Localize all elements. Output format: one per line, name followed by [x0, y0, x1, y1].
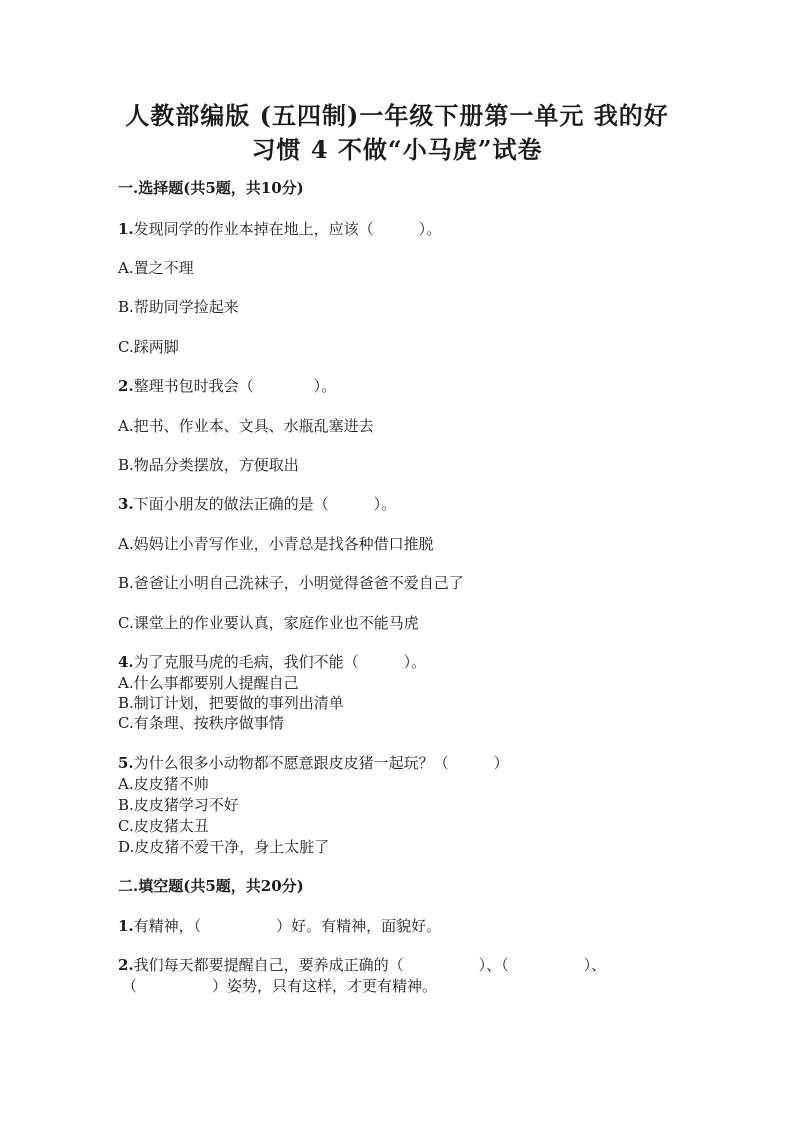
question-stem: 下面小朋友的做法正确的是（ ）。 — [133, 495, 397, 513]
option-4c: C.有条理、按秩序做事情 — [118, 714, 284, 732]
option-4b: B.制订计划，把要做的事列出清单 — [118, 694, 344, 712]
option-3c: C.课堂上的作业要认真，家庭作业也不能马虎 — [118, 614, 419, 632]
question-stem: 发现同学的作业本掉在地上，应该（ ）。 — [133, 220, 442, 238]
option-3b: B.爸爸让小明自己洗袜子，小明觉得爸爸不爱自己了 — [118, 574, 464, 592]
question-2 — [118, 375, 336, 396]
question-stem: 有精神，（ ）好。有精神，面貌好。 — [133, 917, 442, 935]
question-stem: 我们每天都要提醒自己，要养成正确的（ ）、（ ）、 — [133, 956, 607, 974]
option-5b: B.皮皮猪学习不好 — [118, 796, 239, 814]
fill-question-2-continuation: （ ）姿势，只有这样，才更有精神。 — [122, 977, 438, 995]
question-stem: 为什么很多小动物都不愿意跟皮皮猪一起玩？（ ） — [133, 754, 509, 772]
question-number: 4. — [118, 653, 134, 671]
question-number: 2. — [118, 956, 134, 974]
question-stem: 整理书包时我会（ ）。 — [133, 377, 337, 395]
question-number: 2. — [118, 377, 134, 395]
option-1b: B.帮助同学捡起来 — [118, 298, 239, 316]
option-5d: D.皮皮猪不爱干净，身上太脏了 — [118, 838, 330, 856]
option-2b: B.物品分类摆放，方便取出 — [118, 456, 299, 474]
title-line-2: 习惯 4 不做“小马虎”试卷 — [251, 135, 543, 164]
question-5 — [118, 752, 509, 773]
option-3a: A.妈妈让小青写作业，小青总是找各种借口推脱 — [118, 535, 434, 553]
option-2a: A.把书、作业本、文具、水瓶乱塞进去 — [118, 417, 374, 435]
fill-question-2 — [118, 954, 606, 975]
question-number: 5. — [118, 754, 134, 772]
option-4a: A.什么事都要别人提醒自己 — [118, 674, 299, 692]
option-1a: A.置之不理 — [118, 259, 194, 277]
question-number: 3. — [118, 495, 134, 513]
question-stem: 为了克服马虎的毛病，我们不能（ ）。 — [133, 653, 427, 671]
fill-question-1 — [118, 915, 441, 936]
option-5a: A.皮皮猪不帅 — [118, 775, 209, 793]
option-5c: C.皮皮猪太丑 — [118, 817, 209, 835]
section-2-heading: 二.填空题(共5题，共20分) — [118, 877, 304, 895]
question-number: 1. — [118, 917, 134, 935]
question-4 — [118, 651, 426, 672]
title-line-1: 人教部编版 (五四制)一年级下册第一单元 我的好 — [125, 101, 669, 130]
section-1-heading: 一.选择题(共5题，共10分) — [118, 179, 304, 197]
question-1 — [118, 218, 441, 239]
option-1c: C.踩两脚 — [118, 338, 179, 356]
question-number: 1. — [118, 220, 134, 238]
question-3 — [118, 493, 396, 514]
